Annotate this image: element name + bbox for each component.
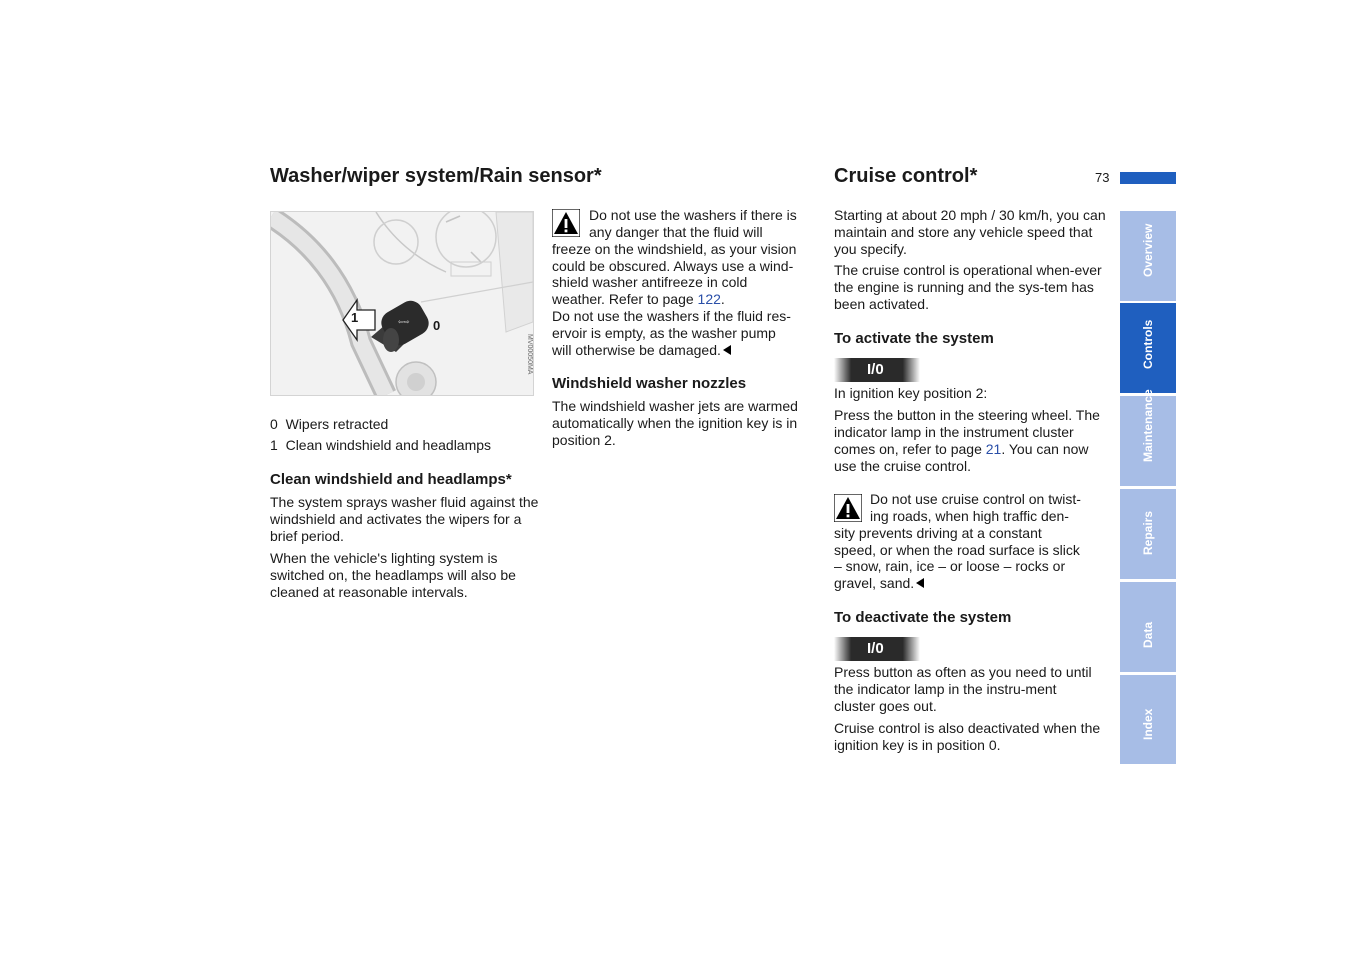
nozzles-heading: Windshield washer nozzles — [552, 375, 747, 392]
washer-warning2-line-1: ervoir is empty, as the washer pump — [552, 325, 776, 341]
end-marker-icon — [916, 578, 925, 588]
legend-num-0: 0 — [270, 416, 278, 432]
washer-warning-line-3: could be obscured. Always use a wind- — [552, 258, 794, 274]
deactivate-heading: To deactivate the system — [834, 609, 1012, 626]
cruise-warning-line-2: sity prevents driving at a constant — [834, 525, 1042, 541]
washer-warning-line-2: freeze on the windshield, as your vision — [552, 241, 797, 257]
legend-text-1: Clean windshield and headlamps — [285, 437, 492, 453]
washer-warning2-line-0: Do not use the washers if the fluid res- — [552, 308, 791, 324]
legend-text-0: Wipers retracted — [285, 416, 389, 432]
washer-warning-line-1: any danger that the fluid will — [589, 224, 763, 240]
washer-warning2-line-2-text: will otherwise be damaged. — [552, 342, 721, 358]
cruise-intro-para-1: Starting at about 20 mph / 30 km/h, you can maintain and store any vehicle speed that you specify. — [834, 207, 1106, 257]
cruise-warning-line-5 — [834, 575, 925, 592]
activate-para-1: In ignition key position 2: — [834, 385, 988, 401]
tab-index-label: Index — [1141, 708, 1155, 740]
cruise-warning-line-4: – snow, rain, ice – or loose – rocks or — [834, 558, 1066, 574]
washer-warning2-line-2 — [552, 342, 732, 359]
cruise-button-label-deactivate: I/0 — [867, 640, 884, 657]
end-marker-icon — [723, 345, 732, 355]
tab-maintenance[interactable] — [1120, 389, 1176, 486]
activate-heading: To activate the system — [834, 330, 994, 347]
page-number: 73 — [1095, 170, 1110, 185]
washer-warning-line-0: Do not use the washers if there is — [589, 207, 797, 223]
washer-warning-line-4: shield washer antifreeze in cold — [552, 274, 748, 290]
legend-num-1: 1 — [270, 437, 278, 453]
cruise-warning-line-5-text: gravel, sand. — [834, 575, 915, 591]
right-page-title: Cruise control* — [834, 165, 978, 187]
warning-icon — [552, 209, 580, 237]
clean-section-heading: Clean windshield and headlamps* — [270, 471, 512, 488]
figure-label-0: 0 — [433, 318, 441, 333]
page-link-122[interactable]: 122 — [697, 291, 721, 307]
cruise-button-label-activate: I/0 — [867, 361, 884, 378]
cruise-button-graphic-deactivate — [834, 637, 920, 661]
tab-data-label: Data — [1141, 621, 1155, 648]
activate-para-2-pre: Press the button in the steering wheel. The indicator lamp in the instrument cluster comes on, refer to page — [834, 407, 1100, 457]
figure-label-1: 1 — [351, 310, 359, 325]
tab-index[interactable] — [1120, 675, 1176, 764]
wiper-stalk-illustration — [270, 211, 534, 396]
legend-item-0 — [270, 416, 388, 433]
tab-repairs-label: Repairs — [1141, 510, 1155, 555]
cruise-intro-para-2: The cruise control is operational when-ever the engine is running and the sys-tem has been activated. — [834, 262, 1102, 312]
header-accent-bar — [1120, 172, 1176, 184]
cruise-warning-line-3: speed, or when the road surface is slick — [834, 542, 1080, 558]
wiper-stalk-drawing — [271, 212, 533, 395]
tab-controls[interactable] — [1120, 303, 1176, 393]
tab-maintenance-label: Maintenance — [1141, 389, 1155, 462]
deactivate-para-2: Cruise control is also deactivated when the ignition key is in position 0. — [834, 720, 1101, 753]
tab-controls-label: Controls — [1141, 319, 1155, 369]
clean-section-para-1: The system sprays washer fluid against the windshield and activates the wipers for a brief period. — [270, 494, 539, 544]
washer-warning-line-5-text: weather. Refer to page — [552, 291, 698, 307]
deactivate-para-1: Press button as often as you need to until the indicator lamp in the instru-ment cluster goes out. — [834, 664, 1092, 714]
cruise-warning-line-1: ing roads, when high traffic den- — [870, 508, 1069, 524]
tab-data[interactable] — [1120, 582, 1176, 672]
washer-warning-link-suffix: . — [720, 291, 725, 307]
nozzles-text: The windshield washer jets are warmed automatically when the ignition key is in position 2. — [552, 398, 798, 448]
tab-overview[interactable] — [1120, 211, 1176, 301]
left-page-title: Washer/wiper system/Rain sensor* — [270, 165, 602, 187]
activate-para-2-post: . You can now use the cruise control. — [834, 441, 1089, 474]
activate-para-2 — [834, 407, 1104, 475]
cruise-button-graphic-activate — [834, 358, 920, 382]
washer-warning-line-5 — [552, 291, 725, 308]
svg-text:⇦⇨: ⇦⇨ — [398, 318, 410, 326]
legend-item-1 — [270, 437, 491, 454]
clean-section-para-2: When the vehicle's lighting system is switched on, the headlamps will also be cleaned at reasonable intervals. — [270, 550, 516, 600]
cruise-warning-line-0: Do not use cruise control on twist- — [870, 491, 1081, 507]
warning-icon — [834, 494, 862, 522]
page-link-21[interactable]: 21 — [985, 441, 1002, 457]
tab-repairs[interactable] — [1120, 489, 1176, 579]
figure-code: MV00050MA — [526, 334, 533, 375]
tab-overview-label: Overview — [1141, 223, 1155, 277]
